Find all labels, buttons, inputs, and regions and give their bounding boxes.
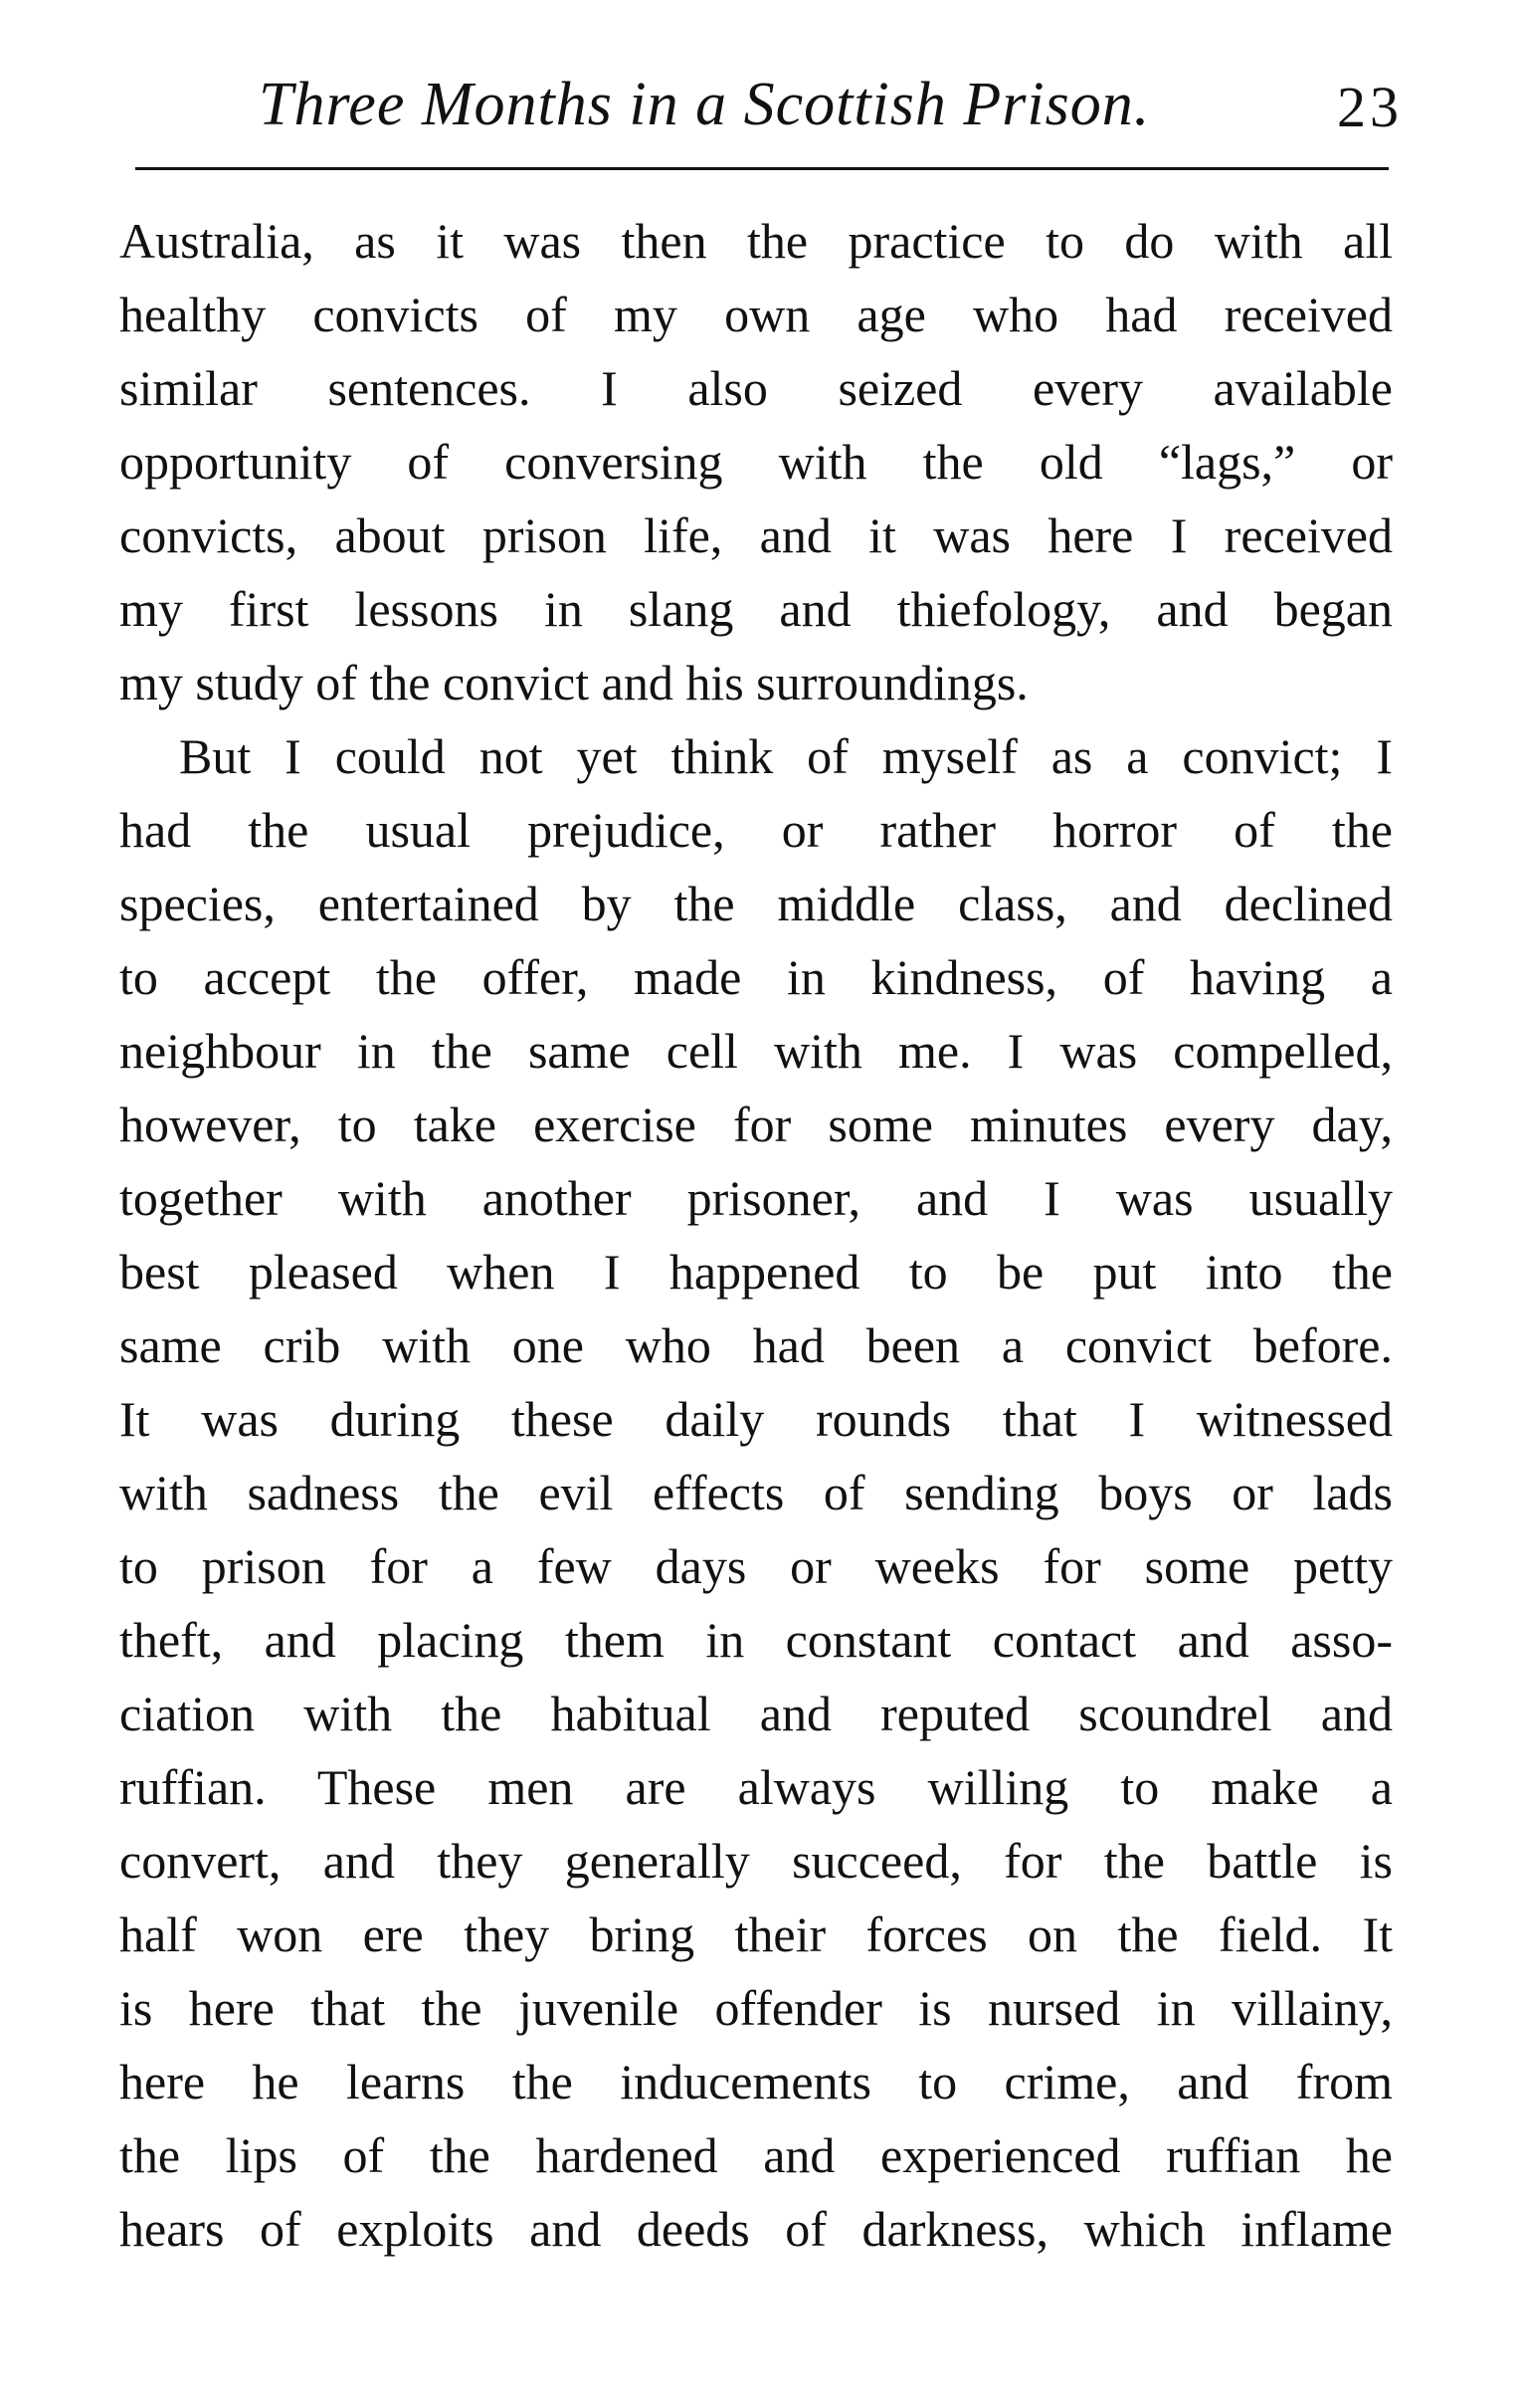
text-line: convert, and they generally succeed, for the battle is <box>119 1833 1393 1889</box>
text-line: healthy convicts of my own age who had received <box>119 287 1393 342</box>
text-line: best pleased when I happened to be put into the <box>119 1244 1393 1300</box>
page-number: 23 <box>1337 75 1403 139</box>
text-line: It was during these daily rounds that I witnessed <box>119 1391 1393 1447</box>
paragraph-start-line: But I could not yet think of myself as a convict; I <box>179 728 1393 784</box>
text-line: Australia, as it was then the practice to do with all <box>119 213 1393 269</box>
text-line: my study of the convict and his surroundings. <box>119 655 1029 710</box>
text-line: with sadness the evil effects of sending boys or lads <box>119 1465 1393 1520</box>
text-line: my first lessons in slang and thiefology, and began <box>119 581 1393 637</box>
text-line: theft, and placing them in constant contact and asso- <box>119 1612 1393 1668</box>
text-line: the lips of the hardened and experienced ruffian he <box>119 2127 1393 2183</box>
text-line: together with another prisoner, and I was usually <box>119 1170 1393 1226</box>
text-line: had the usual prejudice, or rather horror of the <box>119 802 1393 858</box>
running-title: Three Months in a Scottish Prison. <box>259 71 1151 138</box>
text-line: to accept the offer, made in kindness, of having a <box>119 949 1393 1005</box>
text-line: to prison for a few days or weeks for some petty <box>119 1538 1393 1594</box>
running-head <box>119 70 1403 149</box>
body-text <box>119 204 1393 2266</box>
text-line: similar sentences. I also seized every available <box>119 360 1393 416</box>
text-line: same crib with one who had been a convict before. <box>119 1317 1393 1373</box>
text-line: is here that the juvenile offender is nursed in villainy, <box>119 1980 1393 2036</box>
text-line: however, to take exercise for some minutes every day, <box>119 1097 1393 1152</box>
text-line: half won ere they bring their forces on the field. It <box>119 1906 1393 1962</box>
text-line: ciation with the habitual and reputed scoundrel and <box>119 1686 1393 1741</box>
header-rule <box>135 167 1389 170</box>
text-line: convicts, about prison life, and it was here I received <box>119 507 1393 563</box>
text-line: opportunity of conversing with the old “lags,” or <box>119 434 1393 490</box>
text-line: species, entertained by the middle class, and declined <box>119 876 1393 931</box>
text-line: neighbour in the same cell with me. I was compelled, <box>119 1023 1393 1079</box>
text-line: here he learns the inducements to crime, and from <box>119 2054 1393 2109</box>
text-line: hears of exploits and deeds of darkness, which inflame <box>119 2201 1393 2257</box>
text-line: ruffian. These men are always willing to make a <box>119 1759 1393 1815</box>
